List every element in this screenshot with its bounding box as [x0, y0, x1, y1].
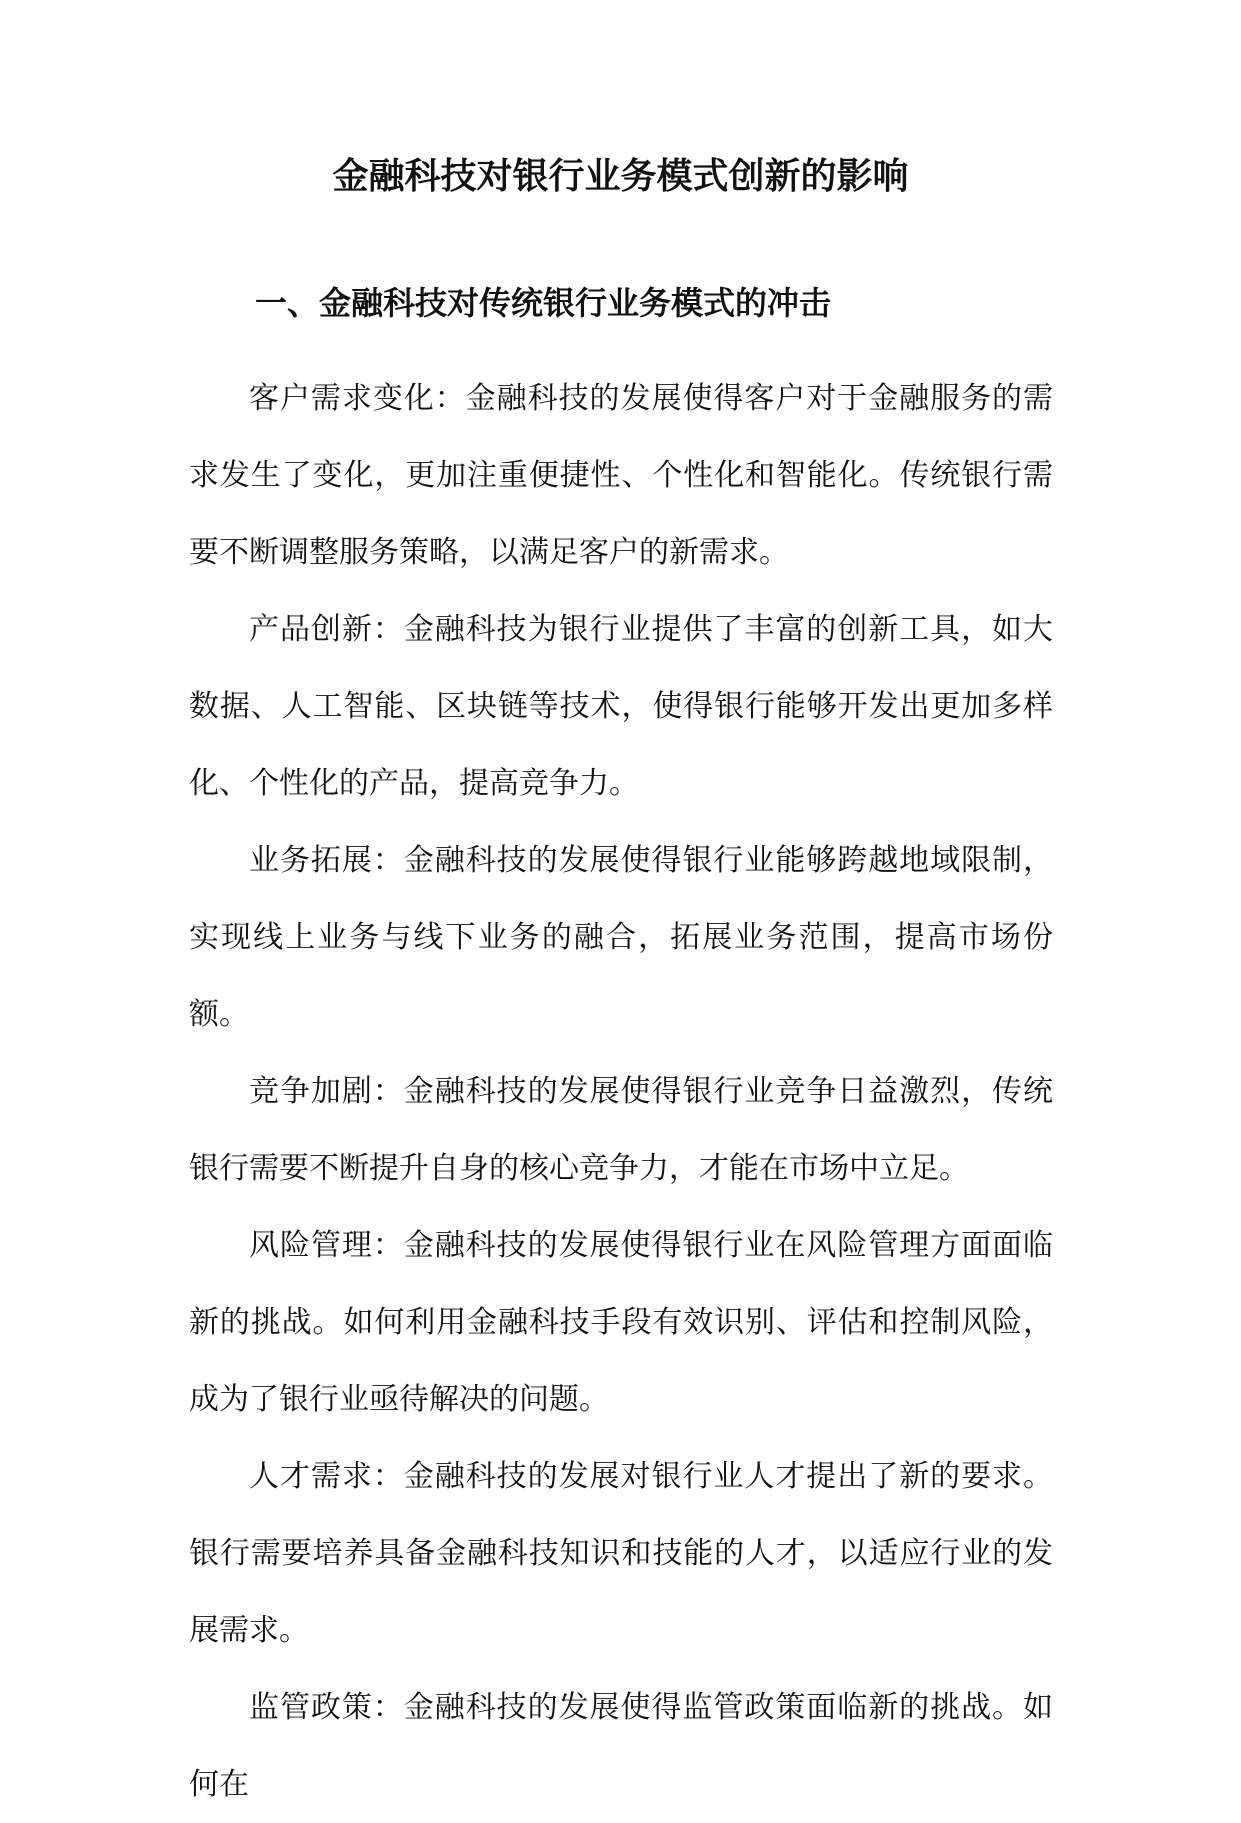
paragraph-competition: 竞争加剧：金融科技的发展使得银行业竞争日益激烈，传统银行需要不断提升自身的核心竞争力，才能在市场中立足。 — [189, 1074, 1053, 1186]
paragraph-product-innovation: 产品创新：金融科技为银行业提供了丰富的创新工具，如大数据、人工智能、区块链等技术，使得银行能够开发出更加多样化、个性化的产品，提高竞争力。 — [189, 612, 1053, 801]
document-title: 金融科技对银行业务模式创新的影响 — [332, 155, 909, 197]
paragraph-customer-demand: 客户需求变化：金融科技的发展使得客户对于金融服务的需求发生了变化，更加注重便捷性、个性化和智能化。传统银行需要不断调整服务策略，以满足客户的新需求。 — [189, 381, 1053, 570]
section-body — [189, 360, 1053, 1823]
paragraph-talent-demand: 人才需求：金融科技的发展对银行业人才提出了新的要求。银行需要培养具备金融科技知识和技能的人才，以适应行业的发展需求。 — [189, 1459, 1053, 1648]
paragraph-business-expansion: 业务拓展：金融科技的发展使得银行业能够跨越地域限制，实现线上业务与线下业务的融合，拓展业务范围，提高市场份额。 — [189, 843, 1053, 1032]
section-heading: 一、金融科技对传统银行业务模式的冲击 — [255, 284, 832, 322]
paragraph-regulatory-policy: 监管政策：金融科技的发展使得监管政策面临新的挑战。如何在 — [189, 1690, 1053, 1802]
paragraph-risk-management: 风险管理：金融科技的发展使得银行业在风险管理方面面临新的挑战。如何利用金融科技手段有效识别、评估和控制风险，成为了银行业亟待解决的问题。 — [189, 1228, 1053, 1417]
